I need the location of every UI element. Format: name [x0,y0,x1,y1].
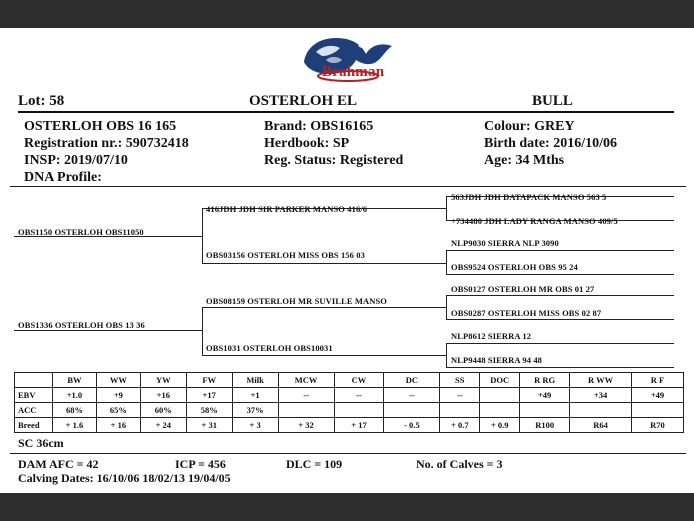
dam-connector [14,330,202,331]
table-cell [480,403,520,418]
birth-date: Birth date: 2016/10/06 [484,136,617,151]
full-name: OSTERLOH OBS 16 165 [24,119,177,134]
ss-bracket [446,196,447,220]
table-cell: + 0.9 [480,418,520,433]
table-cell [334,403,384,418]
sire-sire-sire-name: 563JDH JDH DATAPACK MANSO 563 5 [451,192,607,202]
table-cell: + 31 [186,418,232,433]
dlc: DLC = 109 [286,457,343,471]
table-cell: +17 [186,388,232,403]
sire-sire-name: 416JDH JDH SIR PARKER MANSO 416/6 [206,204,368,214]
pedigree-sheet [0,28,694,493]
row-label: Breed [15,418,53,433]
dam-name: OBS1336 OSTERLOH OBS 13 36 [18,320,145,330]
header-cell: R F [632,373,684,388]
table-cell: +34 [570,388,632,403]
dam-sire-line [202,307,446,308]
table-cell: - 0.5 [384,418,440,433]
header-cell [15,373,53,388]
lot-header [18,93,674,113]
herdbook: Herdbook: SP [264,136,350,151]
animal-sex: BULL [532,93,573,109]
ddd-line [446,367,674,368]
table-cell [632,403,684,418]
info-column-1 [24,118,189,186]
table-cell: 37% [232,403,278,418]
sd-bracket [446,250,447,274]
header-cell: CW [334,373,384,388]
brand: Brand: OBS16165 [264,119,374,134]
table-cell: 58% [186,403,232,418]
age: Age: 34 Mths [484,153,565,168]
header-cell: Milk [232,373,278,388]
dam-dam-dam-name: NLP9448 SIERRA 94 48 [451,355,543,365]
table-cell: +49 [520,388,570,403]
table-cell: 60% [140,403,186,418]
dam-sire-sire-name: OBS0127 OSTERLOH MR OBS 01 27 [451,284,595,294]
dam-bracket [202,307,203,355]
table-cell: +1.0 [52,388,96,403]
dam-dam-sire-name: NLP8612 SIERRA 12 [451,331,532,341]
table-cell: R70 [632,418,684,433]
dss-line [446,295,674,296]
number-of-calves: No. of Calves = 3 [416,457,503,471]
table-cell: + 3 [232,418,278,433]
table-cell [480,388,520,403]
sdd-line [446,274,674,275]
header-cell: SS [440,373,480,388]
header-cell: DOC [480,373,520,388]
ds-bracket [446,295,447,319]
registration-number: Registration nr.: 590732418 [24,136,189,151]
dd-bracket [446,343,447,367]
table-cell [278,403,334,418]
table-cell: -- [334,388,384,403]
header-cell: YW [140,373,186,388]
dam-dam-name: OBS1031 OSTERLOH OBS10031 [206,343,333,353]
header-cell: MCW [278,373,334,388]
table-cell: R64 [570,418,632,433]
info-divider [10,186,686,187]
table-cell: +49 [632,388,684,403]
table-cell [440,403,480,418]
table-cell [570,403,632,418]
icp: ICP = 456 [175,457,226,471]
header-cell: DC [384,373,440,388]
table-cell: -- [384,388,440,403]
header-cell: BW [52,373,96,388]
brahman-logo-text: Brahman [322,64,385,80]
header-cell: R WW [570,373,632,388]
footer-divider [10,453,686,454]
table-cell [384,403,440,418]
dna-profile: DNA Profile: [24,170,102,185]
table-cell: 68% [52,403,96,418]
table-cell: + 17 [334,418,384,433]
breed-row [15,418,684,433]
ebv-table [14,372,684,433]
table-cell: -- [278,388,334,403]
animal-name: OSTERLOH EL [249,93,357,109]
dam-dam-line [202,355,446,356]
acc-row [15,403,684,418]
row-label: EBV [15,388,53,403]
sire-dam-name: OBS03156 OSTERLOH MISS OBS 156 03 [206,250,365,260]
table-cell: + 0.7 [440,418,480,433]
reg-status: Reg. Status: Registered [264,153,404,168]
table-cell: R100 [520,418,570,433]
table-cell: +1 [232,388,278,403]
sire-dam-line [202,263,446,264]
lot-number: Lot: 58 [18,93,65,109]
table-cell: + 24 [140,418,186,433]
table-cell: -- [440,388,480,403]
sire-sire-dam-name: +734480 JDH LADY RANGA MANSO 409/5 [451,216,618,226]
ebv-header-row [15,373,684,388]
dds-line [446,343,674,344]
insp-date: INSP: 2019/07/10 [24,153,128,168]
table-cell: + 1.6 [52,418,96,433]
sire-dam-dam-name: OBS9524 OSTERLOH OBS 95 24 [451,262,578,272]
dsd-line [446,319,674,320]
table-cell [520,403,570,418]
header-cell: R RG [520,373,570,388]
sire-name: OBS1150 OSTERLOH OBS11050 [18,227,144,237]
colour: Colour: GREY [484,119,575,134]
info-column-2 [264,118,403,169]
dam-sire-name: OBS08159 OSTERLOH MR SUVILLE MANSO [206,296,387,306]
dam-sire-dam-name: OBS0287 OSTERLOH MISS OBS 02 87 [451,308,602,318]
table-cell: +9 [96,388,140,403]
info-column-3 [484,118,617,169]
sire-bracket [202,208,203,263]
scrotal-circumference: SC 36cm [18,436,64,450]
table-cell: + 16 [96,418,140,433]
table-cell: 65% [96,403,140,418]
table-cell: + 32 [278,418,334,433]
ebv-row [15,388,684,403]
sds-line [446,250,674,251]
row-label: ACC [15,403,53,418]
header-cell: FW [186,373,232,388]
table-cell: +16 [140,388,186,403]
calving-dates: Calving Dates: 16/10/06 18/02/13 19/04/05 [18,471,231,485]
sire-dam-sire-name: NLP9030 SIERRA NLP 3090 [451,238,559,248]
dam-afc: DAM AFC = 42 [18,457,99,471]
header-cell: WW [96,373,140,388]
